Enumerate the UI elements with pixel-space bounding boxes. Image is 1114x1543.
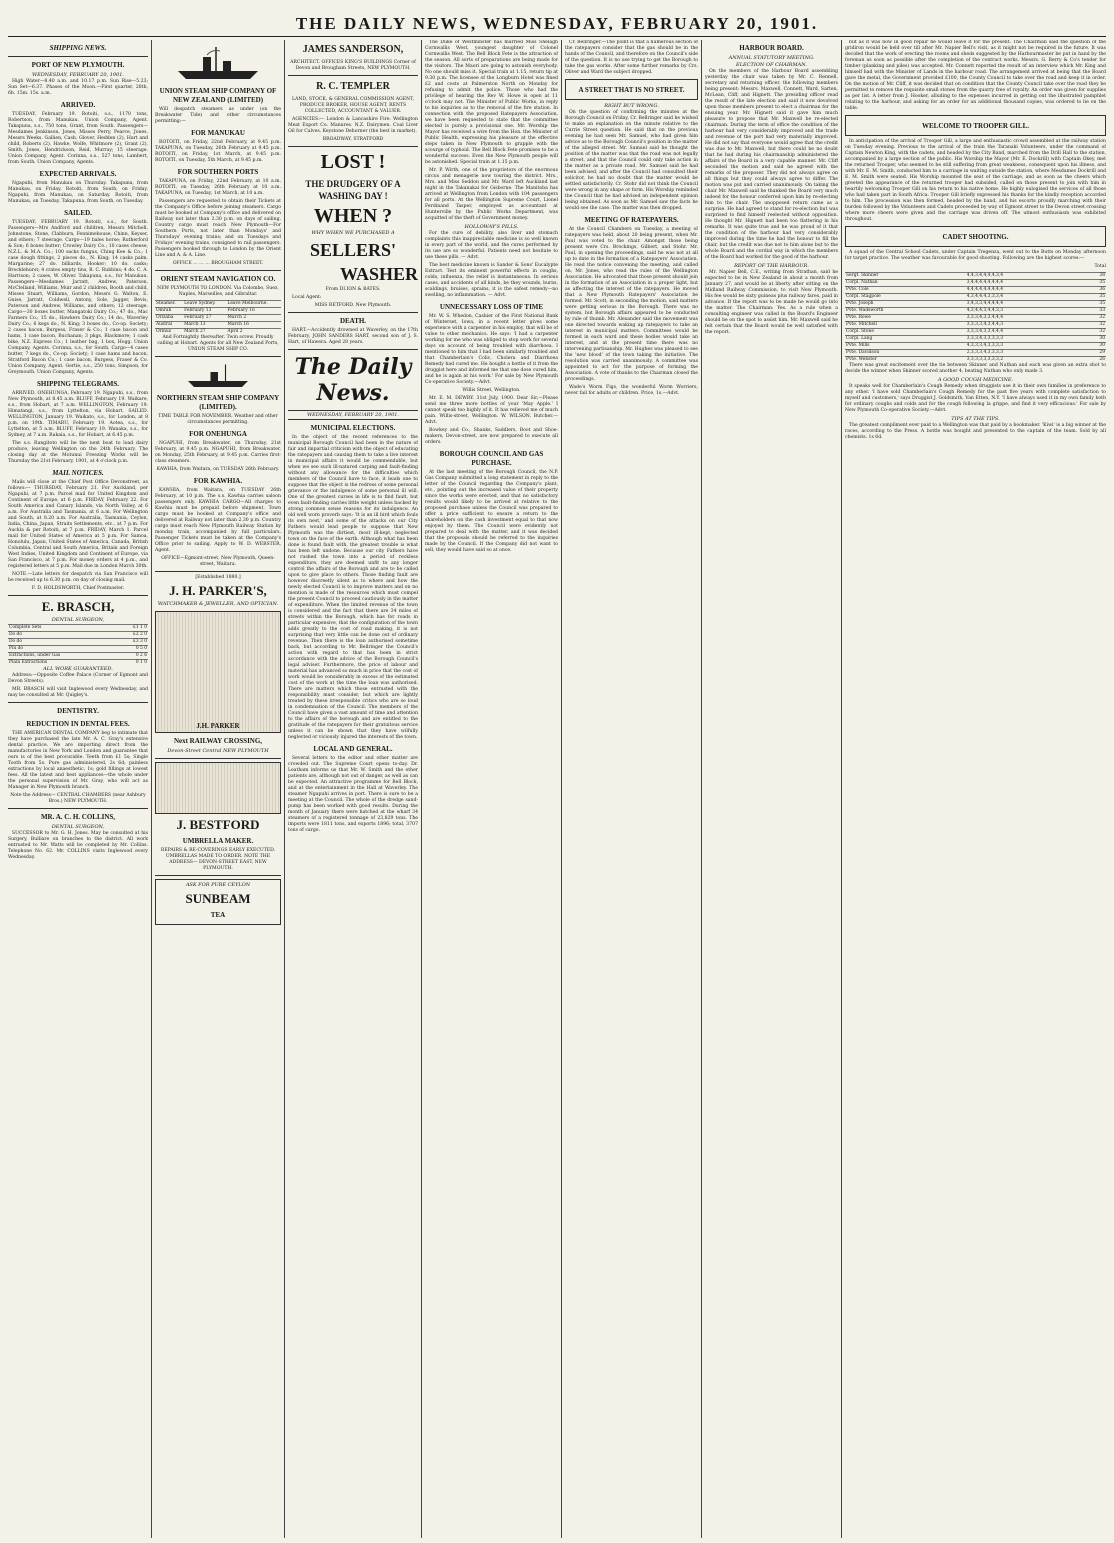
manukau-heading: FOR MANUKAU xyxy=(191,129,245,137)
table-row: Pin do 0 5 0 xyxy=(9,646,147,651)
sanderson-heading: JAMES SANDERSON, xyxy=(302,44,404,55)
column-5 xyxy=(565,40,698,1538)
telegrams-heading: SHIPPING TELEGRAMS. xyxy=(37,380,119,388)
sunbeam-tea: TEA xyxy=(210,911,226,919)
usco-notes: Passengers are requested to obtain their Tickets at the Company's Office before joining steamers. Cargo must be booked at Company's office and delivered on Railway not later than 2.30 p.m. on days of sailing. Country cargo must reach New Plymouth—For Southern Ports, not later than Mondays' and Thursdays' evening trains; and on Tuesdays and Fridays' evening trains, consigned to rail passengers. Passengers booked through to London by the Orient Line and A. & A. Line. xyxy=(155,199,281,258)
telegrams-text: ARRIVED. ONEHUNGA, February 19. Ngapuhi, s.s., from New Plymouth, at 8.45 a.m. BLUFF, February 19. Waikare, s.s., from Hobart, at 7 a.m. WELLINGTON, February 19. Himatangi, s.s., from Lyttelton, via Hobart. SAILED. WELLINGTON, January 19. Waikato, s.s., for London, at 8 p.m. on 19th. TIMARU, February 19. Aotea, s.s., for Lyttelton, at 5 a.m. BLUFF, February 19. Wanaka, s.s., for Sydney, at 7 a.m. Rakaia, s.s., for Hobart, at 6.45 p.m. xyxy=(8,391,148,438)
sellers-heading: SELLERS' xyxy=(309,240,397,260)
column-rule xyxy=(841,40,842,1538)
meeting-text: At the Council Chambers on Tuesday, a meeting of ratepayers was held, about 20 being present, when Mr. Paul was voted to the chair. Amongst those being present were Crs. Brockings, Gilbert, and Stohr. Mr. Paul, in opening the proceedings, said he was not at all up to date in the formation of a Ratepayers' Association. He read the notice convening the meeting, and called on, Mr. Jones, who read the rules of the Wellington Association. He advocated that those present should join in the formation of an Association in a proper light, but as affecting the interest of the ratepayers. He moved that a New Plymouth Ratepayers' Association be formed. Mr. Scott, in seconding the motion, said matters were getting serious in the Borough. There was no system, but Borough affairs appeared to be conducted by rule of thumb. Mr. Alexander said the movement was one directed towards waking up ratepayers to take an interest in municipal matters. Committees would be formed in each ward and these bodies would take an interest, and at the present time there was no intervening partisanship. Mr. Hughes was pleased to see the 'new blood' of the town taking the initiative. The resolution was carried unanimously. A committee was appointed to act for the purpose of forming the Association. A vote of thanks to the Chairman closed the proceedings. xyxy=(565,227,698,382)
when-heading: WHEN ? xyxy=(313,205,393,227)
local-agent: MISS RETFORD, New Plymouth. xyxy=(314,303,392,308)
collins-text: SUCCESSOR to Mr. G. H. Jones. May be consulted at his Surgery, Bulliare on branches to the district. All work entrusted to Mr. Watts will be completed by Mr. Collins. Telephone No. 62. Mr. COLLINS visits Inglewood every Wednesday. xyxy=(8,831,148,860)
brasch-title: E. BRASCH, xyxy=(41,599,115,614)
column-rule xyxy=(561,40,562,1538)
cadet-total-label: Total xyxy=(1094,264,1106,269)
cough-text: It speaks well for Chamberlain's Cough Remedy when druggists use it in their own families in preference to any other. 'I have sold Chamberlain's Cough Remedy for the past five years with complete satisfaction to myself and customers,' says Druggist J. Goldsmith, Van Etten, N.Y. 'I have always used it in my own family both for ordinary coughs and colds and for the cough following la grippe, and find it very efficacious.' For sale by New Plymouth Co-operative Society.—Advt. xyxy=(845,384,1106,413)
umbrella-illustration xyxy=(155,762,281,814)
parker-shop-illustration xyxy=(155,611,281,733)
kawhia-text: KAWHIA, from Waitara, on TUESDAY 26th February, at 10 p.m. The s.s. Kawhia carries saloon passengers only. KAWHIA CARGO—All charges to Kawhia must be prepaid before shipment. Town cargo must be booked at Company's office and delivered at Railway not later than 2.30 p.m. Country cargo must reach New Plymouth Railway Station by monday train, accompanied by full particulars. Passenger Tickets must be taken at the Company's Office prior to sailing. Apply to W. D. WEBSTER, Agent. xyxy=(155,488,281,553)
dental-guarantee: ALL WORK GUARANTEED. xyxy=(43,666,113,672)
sanderson-text: ARCHITECT. OFFICES KING'S BUILDINGS Corner of Devon and Brougham Streets, NEW PLYMOUTH. xyxy=(290,60,416,71)
south-text: TAKAPUNA, on Friday, 22nd February, at 10 a.m. ROTOITI, on Tuesday, 26th February at 10 a.m. TAKAPUNA, on Tuesday, 1st March, at 10 a.m. xyxy=(155,179,281,196)
kawhia-heading: FOR KAWHIA. xyxy=(193,477,243,485)
table-row: Pvte. Davidson 2,3,3,3,4,3,3,3,3 29 xyxy=(846,350,1105,355)
masthead-rule xyxy=(8,36,1106,37)
templer-text: LAND, STOCK, & GENERAL COMMISSION AGENT, PRODUCE BROKER, HOUSE AGENT, RENTS COLLECTED, ACCOUNTANT & VALUER. xyxy=(292,97,414,114)
expected-heading: EXPECTED ARRIVALS. xyxy=(39,170,117,178)
table-header: Steamer. Leave Sydney. Leave Melbourne. xyxy=(155,301,281,308)
column-2 xyxy=(155,40,281,1538)
report-heading: REPORT OF THE HARBOUR. xyxy=(734,263,809,269)
collins-heading: MR. A. C. H. COLLINS, xyxy=(40,813,116,821)
mail-text: Mails will close at the Chief Post Office Devonstreet, as follows:— THURSDAY, February 21. For Auckland, per Ngapuhi, at 7 p.m. Parcel mail for United Kingdom and Continent of Europe, at 6 p.m. FRIDAY, February 22. For South America and Canary Islands, via North Valley, at 6 a.m. For Australia and Tasmania, at 6 a.m. For Wellington and South, at 8.20 a.m. For Australia, Tasmania, Ceylon, India, China, Japan, Straits Settlements, etc., at 7 p.m. For Auckla & per Rotoiti, at 7 p.m. FRIDAY, March 1. Parcel mail for United States of America at 5 p.m. For Samoa, Honolulu, Japan, United States of America, Canada, British Columbia, Central and South America, Britain and Foreign West Indies, United Kingdom and Continent of Europe, via San Francisco, at 7 p.m. For money orders at 4 p.m., and registered letters at 5 p.m. Mail due in London March 30th. xyxy=(8,480,148,569)
usco-heading: UNION STEAM SHIP COMPANY OF NEW ZEALAND (LIMITED) xyxy=(159,87,277,104)
tides: High Water—8.40 a.m. and 10.17 p.m. Sun Rise—5.23; Sun Set—6.37. Phases of the Moon.—First quarter, 28th, 6h. 15m. 15s. a.m. xyxy=(8,79,148,96)
shipping-heading: SHIPPING NEWS. xyxy=(49,44,107,52)
table-row: Complete Sets £1 1 0 xyxy=(9,625,147,630)
reduction-heading: REDUCTION IN DENTAL FEES. xyxy=(26,720,130,728)
column-rule xyxy=(701,40,702,1538)
lost-heading: LOST ! xyxy=(320,151,386,173)
eucalypte-text: The best medicine known is Sander & Sons' Eucalypte Extract. Test its eminent powerful effects in coughs, colds, influenza, the relief is instantaneous. In serious cases, and accidents of all kinds, be they wounds, burns, scaldings, bruises, sprains, it is the safest remedy—no swelling, no inflammation. — Advt. xyxy=(425,263,558,298)
death-heading: DEATH. xyxy=(339,317,367,325)
report-text: Mr. Napier Bell, C.E., writing from Strathan, said he expected to be in New Zealand in about a month from January 27, and would be at liberty after sitting on the Midland Railway Commission, to visit New Plymouth. His fee would be sixty guineas plus railway fares, paid in advance. If the report was to be made he would go into the matter. The Chairman: Yes. As a rule when a consulting engineer was called in the Board's Engineer should be on the spot to assist him. Mr. Maxwell said he felt certain that the Board would be well satisfied with the report. xyxy=(705,270,838,335)
mail-note: NOTE.—Late letters for despatch via San Francisco will be received up to 6.30 p.m. on day of closing mail. xyxy=(8,572,148,583)
misc-news-2: Mr. P. Wirth, one of the proprietors of the enormous circus and menagerie now touring the district. Mrs., Mrs. and Miss Seddon and Mr. Ward left Auckland last night in the Takanakai for Gisborne. The Manitoba has arrived at Wellington from London with 104 passengers for all ports. At the Wellington Supreme Court, Lionel Ferdinand Tasper, employed as accountant at Hunterville by the Public Works Department, was acquitted of the theft of Government money. xyxy=(425,168,558,221)
table-row: Pvte. Cole 4,4,4,4,4,4,4,4,4 36 xyxy=(846,287,1105,292)
sunbeam-title: SUNBEAM xyxy=(185,891,251,906)
sailed-heading: SAILED. xyxy=(64,209,92,217)
table-row: Ormuz March 27 April 2 xyxy=(155,329,281,336)
table-row: Pvte. Mitchell 3,3,3,3,4,3,4,4,3 32 xyxy=(846,322,1105,327)
holloway-heading: HOLLOWAY'S PILLS. xyxy=(464,224,519,230)
established: [Established 1880.] xyxy=(195,575,241,580)
table-row: Pvte. Webster 3,3,3,3,3,3,3,3,2 26 xyxy=(846,357,1105,362)
dentistry-heading: DENTISTRY. xyxy=(57,707,99,715)
table-row: Pvte. Mills 4,3,3,3,4,3,3,3,3 30 xyxy=(846,343,1105,348)
cadet-scores-table xyxy=(845,272,1106,363)
bestford-heading: J. BESTFORD xyxy=(176,817,260,832)
local-agent-label: Local Agent: xyxy=(292,295,322,300)
parker-sub: WATCHMAKER & JEWELLER, AND OPTICIAN. xyxy=(157,601,279,607)
collins-sub: DENTAL SURGEON, xyxy=(51,824,105,830)
bellringer-text: Cr. Bellringer.—The point is that a numerous section of the ratepayers consider that the gas should be in the hands of the Council, and therefore on the Council's side of the question. It is no use trying to get the Borough to take the gas works. After some further remarks by Crs. Oliver and Ward the subject dropped. xyxy=(565,40,698,75)
port-date: WEDNESDAY, FEBRUARY 20, 1901. xyxy=(31,72,125,78)
bestford-sub: UMBRELLA MAKER. xyxy=(182,837,254,845)
onehunga-text: NGAPUHI, from Breakwater, on Thursday, 21st February, at 9.45 p.m. NGAPUHI, from Breakwater, on Monday, 25th February, at 9.45 p.m. Carries first-class steamers. xyxy=(155,441,281,464)
local-heading: LOCAL AND GENERAL. xyxy=(313,745,393,753)
steamship-icon xyxy=(155,43,281,83)
dairy-note: The s.s. Rangitoto will be the next boat to load dairy produce, leaving Wellington on the 24th February. The closing day at the Motunui Freezing Works will be Thursday the 21st February, 1901, at 4 o'clock p.m. xyxy=(8,441,148,464)
meeting-heading: MEETING OF RATEPAYERS. xyxy=(584,216,679,224)
nsc-sub: TIME TABLE FOR NOVEMBER. Weather and other circumstances permitting. xyxy=(158,414,278,425)
south-heading: FOR SOUTHERN PORTS xyxy=(177,168,259,176)
masthead xyxy=(0,0,1114,34)
orient-heading: ORIENT STEAM NAVIGATION CO. xyxy=(160,275,276,283)
municipal-heading: MUNICIPAL ELECTIONS. xyxy=(310,424,396,432)
tips-text: The greatest compliment ever paid to a Wellington was that paid by a bookmaker. 'Kiwi' is a big winner at the races, according to the Press. A bottle was bought and presented to the captain of the team. Sold by all chemists. 1s 6d. xyxy=(845,423,1106,440)
port-heading: PORT OF NEW PLYMOUTH. xyxy=(31,61,125,69)
table-row: Sergt. Skinner 4,4,3,4,4,4,4,3,4 38 xyxy=(846,273,1105,278)
newspaper-title: THE DAILY NEWS, WEDNESDAY, FEBRUARY 20, 1901. xyxy=(295,14,819,33)
kawhia-office: OFFICE—Egmont-street, New Plymouth, Queen-street, Waitara. xyxy=(161,556,275,567)
street-text: On the question of confirming the minutes at the Borough Council on Friday, Cr. Bellringer said he wished to make an explanation on the minute relative to the Currie Street question. He said that on the previous evening he had seen Mr. Samuel, who had given him advice as to the Borough Council's position in the matter of the alleged street. Mr. Samuel said he thought the position of the matter was that the road was not legally a street, and that the Council could only take action in the matter as a private road. Mr. Samuel said he had been advised, and after the Council had consulted their solicitor, he had no doubt that the matter would be settled satisfactorily. Cr. Stohr did not think the Council were wrong in any shape or form. His Worship reminded the Council that he had advised an independent opinion being obtained. As soon as Mr. Samuel saw the facts he would see the case. The matter was then dropped. xyxy=(565,110,698,211)
table-row: Extractions, under Gas 0 2 6 xyxy=(9,653,147,658)
orient-sub: NEW PLYMOUTH TO LONDON. Via Colombo, Suez, Naples, Marseilles, and Gibraltar. xyxy=(157,286,279,297)
orient-table xyxy=(155,300,281,335)
column-1 xyxy=(8,40,148,1538)
cadet-heading: CADET SHOOTING. xyxy=(942,233,1009,241)
table-row: Pvte. Joseph 3,4,3,3,4,4,4,4,4 35 xyxy=(846,301,1105,306)
death-notice: HART.—Accidently drowned at Waverley, on the 17th February, JOHN SANDERS HART, second son of J. S. Hart, of Hawera. Aged 28 years. xyxy=(288,328,418,345)
nsc-heading: NORTHERN STEAM SHIP COMPANY (LIMITED). xyxy=(156,394,280,411)
column-6 xyxy=(705,40,838,1538)
table-row: Pvte. Wadsworth 4,3,4,4,3,4,4,3,3 33 xyxy=(846,308,1105,313)
expected-text: Ngapuhi, from Manukau on Thursday. Takapuna, from Manukau, on Friday. Rotoiti, from South, on Friday. Ngapuhi, from Manukau, on Saturday. Rotoiti, from Manukau, on Tuesday. Takapuna, from South, on Tuesday. xyxy=(8,181,148,204)
sunbeam-note: ASK FOR PURE CEYLON xyxy=(185,882,251,888)
templer-heading: R. C. TEMPLER xyxy=(316,81,390,92)
gill-heading: WELCOME TO TROOPER GILL. xyxy=(922,122,1029,130)
washer-heading: WASHER xyxy=(339,264,418,284)
gill-heading-box xyxy=(845,115,1106,136)
gill-text: In anticipation of the arrival of Trooper Gill, a large and enthusiastic crowd assembled at the railway station on Tuesday evening. Previous to the arrival of the train the Taranaki Volunteers, under the command of Captain Newton King, with the cadets, and headed by the City Band, marched from the Drill Hall to the station, accompanied by a large section of the public. His Worship the Mayor (Mr. E. Dockrill) with Captain Okey, met the returned Trooper, who seemed to be still suffering from great weakness, consequent upon his illness, and with Mr. E. M. Smith, conducted him to a carriage in waiting outside the station, where Mesdames Dockrill and E. M. Smith were seated. His Worship mounted the seat of the carriage, and as soon as the cheers which greeted the appearance of the returned trooper had subsided, called on those present to join with him in heartily welcoming Trooper Gill on his return to his native home. He highly eulogised the services of all those who had taken part in South Africa. Trooper Gill briefly expressed his thanks for the kindly reception accorded to him. The procession was then formed, headed by the band, and his escorts proudly marching with their burden followed by the Volunteers and Cadets proceeded by way of Egmont street to the Devon street crossing where more cheers were given and the carriage was driven off. The utmost enthusiasm was exhibited throughout. xyxy=(845,139,1106,222)
manukau-text: ROTOITI, on Friday, 22nd February, at 9.45 p.m. TAKAPUNA, on Tuesday, 26th February at 9.45 p.m. ROTOITI, on Friday, 1st March, at 9.45 p.m. ROTOITI, on Tuesday, 5th March, at 9.45 p.m. xyxy=(155,140,281,163)
parker-shop-sign: J.H. PARKER xyxy=(196,722,240,730)
table-row: Do do £3 3 0 xyxy=(9,639,147,644)
usco-intro: Will despatch steamers as under (on the Breakwater Tide) and other circumstances permitting:— xyxy=(155,107,281,124)
table-row: Corpl. Lang 3,3,3,4,3,3,3,3,3 30 xyxy=(846,336,1105,341)
kawhia-departure: KAWHIA, from Waitara, on TUESDAY 26th February. xyxy=(156,467,280,472)
paper-dateline: WEDNESDAY, FEBRUARY 20, 1901. xyxy=(288,410,418,420)
arrived-text: TUESDAY, February 19. Rotoiti, s.s., 1170 tons, Robertson, from Manukau. Union Company, Agent. Takapuna, s.s., 750 tons, Grant, from South. Passengers—Mesdames Jenkinson, Jones, Misses Perry, Pearce, Jones, Messrs Weeks, Gallien, Cash, Glover, Hedden (2), Hart and child, Roberts (2), Hawke, Wolfe, Whitmore (2), Grant (2), Smith, Jones, Hendrickson, Reid, Murray; 15 steerage. Union Company, Agent. Corinna, s.s., 527 tons, Lambert, from South. Union Company, Agents. xyxy=(8,112,148,165)
templer-address: BROADWAY, STRATFORD xyxy=(322,137,384,142)
letter-text: Mr. E. M. DEWRY. 31st July, 1900. Dear Sir,—Please send me three more bottles of your 'May Apple.' I cannot speak too highly of it. It has relieved me of much pain. Willis-street, Wellington. W. WILSON, Butcher.—Advt. xyxy=(425,396,558,425)
table-row: Omrah February 13 February 16 xyxy=(155,308,281,315)
dental-price-table xyxy=(8,624,148,666)
letter-address: Willis Street, Wellington. xyxy=(462,388,521,393)
table-row: Corpl. Nathan 3,4,4,4,4,4,4,4,4 35 xyxy=(846,280,1105,285)
usco-office: OFFICE … … … BROUGHAM STREET. xyxy=(172,261,264,266)
table-row: Corpl. Stone 3,3,3,4,3,3,4,4,4 32 xyxy=(846,329,1105,334)
washer-from: From DI.ION & BATES. xyxy=(325,287,381,292)
railway-heading: Next RAILWAY CROSSING, xyxy=(173,737,263,745)
column-4 xyxy=(425,40,558,1538)
steamship-icon xyxy=(155,360,281,390)
table-row: Austral March 13 March 16 xyxy=(155,322,281,329)
table-row: Pvte. Rowe 3,3,3,4,3,3,4,4,4 32 xyxy=(846,315,1105,320)
american-dental-address: Note the Address— CENTRAL CHAMBERS (near Ashbury Bros.) NEW PLYMOUTH. xyxy=(10,793,146,804)
orient-note: And Fortnightly thereafter. Twin screw. Proudly calling at Hobart. Agents for all New Zealand Ports, UNION STEAM SHIP CO. xyxy=(157,335,279,352)
drudgery-text: THE DRUDGERY OF A WASHING DAY ! xyxy=(305,179,401,201)
local-text: Several letters to the editor and other matter are crowded out. The Supreme Court opens to-day. Dr. Leatham informs us that Mr. W. Smith and the other patients are, although not out of danger, as well as can be expected. An attractive programme for Bell Block, and at the entertainment in the Hall at Waverley. The steamer Ngapuhi arrives in port. There is sure to be a meeting at the Council. The whole of the dredge sand-pump has been worked with good results. During the month of January there were hatched at the wharf 34 steamers of a registered tonnage of 23,829 tons. The imports were 1811 tons, and exports 1896; total, 3707 tons of cargo. xyxy=(288,756,418,833)
arrived-heading: ARRIVED. xyxy=(60,101,96,109)
table-row: Orizaba February 27 March 2 xyxy=(155,315,281,322)
sailed-text: TUESDAY, FEBRUARY 19. Rotoiti, s.s., for South. Passengers—Mrs Andford and children, Messrs Mitchell, Johnstone, Stone, Clabburn, Fennimehouse, Chinn, Keyser, and others; 7 steerage. Cargo—19 bales horse; Rutherford & Son; 6 boxes butter; Crowley Dairy Co.; 10 cases cheese, N.Z.L. & M.A. Co.; 100 sacks fungus, Ching Kee & Co.; 1 case dough fittings, 2 pieces do., N. King; 14 casks palm, Margarine; 27 do. billiards, Hooker; 10 do. casks; Brocklehurst; 4 crates empty tins, B. C. Rubbins; 4 do. C. A. Harrison; 2 cases, W. Oliver. Takapuna, s.s., for Manukau. Passengers—Mesdames Jarratt, Andrew, Paterson, McClelland, Williams, Muir and 2 children, Booth and child, Misses Stuart, Williams, Gordon, Messrs G. Walton, E. Guise, Jarratt, Coldwell, Antony, Sole, Jagger, Bevis, Paterson and Andrew, Williams, and others; 12 steerage. Cargo—30 boxes butter, Mangatoki Dairy Co.; 47 do., Mac Farmers Co.; 15 do., Hawkers Dairy Co.; 14 do., Waverley Dairy Co.; 6 kegs do., N. King; 3 boxes do., Co-op. Society; 2 cases bacon, Burgess, Fraser & Co.; 1 case bacon and hams, 1 case bacon, Buchanan; 3 pkgs, Blackmore; 1 cask bike, N.Z. Express Co.; 1 leather bag, 1 box, Hogg. Union Company, Agents. Corinna, s.s., for South. Cargo—4 cases butter, 7 kegs do., Co-op. Society; 1 case hams and bacon, Stratford Bacon Co.; 1 case bacon, Burgess, Fraser & Co. Union Company, Agent. Gertie, s.s., 250 tons, Simpson, for Greymouth. Union Company, Agents. xyxy=(8,220,148,375)
bowkey-text: Bowkey and Co., Shanks, Saddlers, Boot and Shoe-makers, Devon-street, are now prepared to execute all orders. xyxy=(425,428,558,445)
postmaster: F. D. HOLDSWORTH, Chief Postmaster. xyxy=(31,586,125,591)
brasch-sub: DENTAL SURGEON, xyxy=(51,617,105,623)
cough-heading: A GOOD COUGH MEDICINE. xyxy=(937,377,1014,383)
paper-title: The Daily News. xyxy=(294,354,412,406)
table-row: Corpl. Stagpole 4,3,4,4,4,3,3,3,4 35 xyxy=(846,294,1105,299)
cadet-note: There was great excitement over the tie between Skinner and Nathan and each was given an extra shot to decide the winner when Skinner scored another 4, beating Nathan who only made 3. xyxy=(845,363,1106,374)
worm-text: Wade's Worm Figs, the wonderful Worm Worriers, never fail for adults or children. Price, 1s.—Advt. xyxy=(565,385,698,396)
templer-agencies: AGENCIES:— London & Lancashire Fire. Wellington Meat Export Co. Manures. N.Z. Dairymen. Coal Liver Oil for Calves. Keystone Dehorner (the best in market). xyxy=(288,117,418,134)
column-3 xyxy=(288,40,418,1538)
column-rule xyxy=(151,40,152,1538)
column-rule xyxy=(284,40,285,1538)
parker-heading: J. H. PARKER'S, xyxy=(169,583,267,598)
column-rule xyxy=(421,40,422,1538)
municipal-text: In the object of the recent references to the municipal Borough Council had been in the nature of fair and impartial criticism with the object of educating the ratepayers and causing them to take a live interest in municipal affairs it would be commendable, but when we see such ill-natured carping and fault-finding without any allowance for the difficulties which members of the Council have to face, it leads one to suppose that the object is the redress of some personal grievance or the indulgence of some personal ill will. One of the greatest curses in life is to find fault, but even fault-finding carries little weight unless backed by strong common sense reasons for its indulgence. An old well worn proverb says: 'It is an ill bird which fouls its own nest,' and some of the attacks on our City Fathers would lead people to suppose that New Plymouth was the dirtiest, most ill-kept, neglected town on the face of the earth. Although what has been done is found fault with, the greatest trouble is what has been left undone. Because our city Fathers have not rushed the town into a period of reckless expenditure, they are deemed unfit to any longer control the affairs of the Borough and are to be called upon to give place to others. Those finding fault are however discreetly silent as to where and how the newly elected Council is to improve matters and on no mention is made of the resources which must compel the present Council to proceed cautiously in the matter of expenditure. When the limited revenue of the town is considered and the fact that there are 34 miles of streets within the Borough, which has for roads in particular expensive, that the configuration of the town adds greatly to the cost of road making, it is not surprising that very little can be done out of ordinary revenue. Then there is the loan authorised sometime back, but according to Mr. Bellringer the Council's action with regard to that has been in strict accordance with the advice of the Borough Council's legal adviser. Furthermore, the price of labour and material has advanced so much in price that the cost of work would be considerably in excess of the estimated cost of the work at the time the loan was authorised. There are matters which those entrusted with the responsibility must consider, but which are lightly treated by these irresponsible critics who are so loud in condemnation of the Council. The members of the Council have given a vast amount of time and attention to the affairs of the borough and are entitled to the gratitude of the ratepayers for their gratuitous service unless it can be shown that they have wilfully neglected or viciously injured the interests of the town. xyxy=(288,435,418,740)
misc-news-1: The Duke of Westminster has married Miss Shelagh Cornwallis West, youngest daughter of Colonel Cornwallis West. The Bell Block Fete is the attraction of the season. All sorts of preparations are being made for the visitors. The Maori are going to astonish everybody. No one should miss it. Special train at 1.15, return tip at 9.30 p.m. The licensee of the Longburn Hotel was fined £2 and costs at Palmerston North on Monday for refusing to admit the police. Those who had the privilege of hearing the Rev W. Howe is open at 11 o'clock may not. The Minister of Public Works, in reply to his inquiries as to the removal of the fire station. In connection with the proposed Ratepayers Association, we have been requested to state that the committee elected is purely a provisional one. Mr. Worship the Mayor has received a wire from the Hon. the Minister of Public Health, expressing his pleasure at the effective steps taken in New Plymouth to grapple with the scourge of typhoid. The Bell Block Fete promises to be a wonderful success. Even the New Plymouth people will be astonished. Special train at 1.15 p.m. xyxy=(425,40,558,165)
tips-heading: TIPS AT THE TIPS. xyxy=(951,416,1000,422)
harbour-sub2: ELECTION OF CHAIRMAN. xyxy=(736,62,807,68)
harbour-continued: but as it was now in good repair he would leave it for the present. The Chairman said the question of the gridiron would be held over till after Mr. Napier Bell's visit, as it might not be required in the future. It was decided that the work of erecting the rooms and sheds suggested by the Harbourmaster be put in hand by the foreman as soon as possible after the completion of the contract works. Messrs. G. Berry & Co's tender for timber (planking and piles) was accepted. Mr. Connett reported the result of an interview which Mr. King and himself had with the Minister of Lands in the harbour road. The arrangement arrived at being that the Board gave the metal, the Government provided £100, the County Council to take over the road and keep it in order. On the motion of Mr. Cliff, it was decided that on condition that the County Council take over the road they be permitted to remove the requisite small stones from the quarry free of royalty. An order was given for supplies as per list. A letter from J. Hooker, alluding to the expenses incurred in getting out the illustrated pamphlet relating to the harbour, and asking for an order for an additional thousand copies, was ordered to lie on the table. xyxy=(845,40,1106,111)
street-heading: A STREET THAT IS NO STREET. xyxy=(578,86,685,94)
sunbeam-tea-ad xyxy=(155,879,281,925)
borough-text: At the last meeting of the Borough Council, the N.P. Gas Company submitted a long statement in reply to the letter of the Council regarding the Company's plant, etc., pointing out the increased value of their property since the works were erected, and that no satisfactory results would likely to be arrived at relative to the proposed purchase unless the Council was prepared to offer a price sufficient to ensure a return to the shareholders on the cash investment equal to that now enjoyed by them. The Council were evidently not prepared to deal with the matter, and it was decided that the proposals should be referred to the inquiries made by the Council. If the Company did not want to sell, they would have said so at once. xyxy=(425,470,558,553)
mail-heading: MAIL NOTICES. xyxy=(52,469,104,477)
onehunga-heading: FOR ONEHUNGA xyxy=(189,430,247,438)
american-dental-text: THE AMERICAN DENTAL COMPANY beg to intimate that they have purchased the late Mr. A. C. Gray's extensive dental practice. We are importing direct from the manufactories in New York and London and guarantee that ours is of the best procurable. Teeth from £1 5s; Single Tooth from 5s. Pure gas administered, 2s 6d; painless extractions by local anaesthetic, 1s; gold fillings at lowest fees. All the latest and best appliances—the whole under the personal supervision of Mr. Gray, who will act as Manager in New Plymouth branch. xyxy=(8,731,148,790)
dental-note: MR. BRASCH will visit Inglewood every Wednesday, and may be consulted at Mr. Quigley's. xyxy=(8,687,148,698)
harbour-text: On the members of the Harbour Board assembling yesterday the chair was taken by Mr. C. Rennell, secretary and returning officer, the following members being present: Messrs. Maxwell, Connett, Ward, Sarten, McLean, Cliff, and Hignett. The presiding officer read the result of the late election and said it now devolved upon those members present to elect a chairman for the ensuing year. Mr. Hignett said it gave him much pleasure to propose that Mr. Maxwell be re-elected chairman. During the term of office the condition of the harbour had very considerably improved and the trade and revenue of the port had very materially improved. He did not say that everyone would agree that the credit was due to Mr. Maxwell, but there could be no doubt that he had during his chairmanship administered the affairs of the Board in a very capable manner. Mr. Cliff seconded the motion and said he agreed with the remarks of the proposer. They did not always agree on all things but they could always agree to differ. The motion was put and carried unanimously. On taking the chair Mr. Maxwell said he thanked the Board very much indeed for the honour conferred upon him by re-electing him to the chair. The unopposed return came as a surprise. He had agreed to stand for re-election but was surprised to find himself reelected without opposition. He thought Mr. Hignett had been too flattering in his remarks. It was quite true and he was proud of it that the condition of the harbour had very considerably improved during the time he had the honour to fill the chair, but the credit was due not to him alone but to the whole Board and the cordial way in which the members of the Board had worked for the good of the harbour. xyxy=(705,69,838,260)
holloway-text: For the cure of debility, also liver and stomach complaints this inappreciable medicine is so well known in every part of the world, and the cures performed by its use are so wonderful. Patients need not hesitate to use these pills. — Advt. xyxy=(425,231,558,260)
harbour-heading: HARBOUR BOARD. xyxy=(739,44,804,52)
harbour-sub: ANNUAL STATUTORY MEETING. xyxy=(728,55,815,61)
unnecessary-text: Mr. W. S. Whedon, Cashier of the First National Bank of Winterset, Iowa, in a recent letter gives some experience with a carpenter in his employ, that will be of value to other mechanics. He says: 'I had a carpenter working for me who was obliged to stop work for several days on account of being troubled with diarrhoea. I mentioned to him that I had been similarly troubled and that Chamberlain's Colic, Cholera and Diarrhoea Remedy had cured me. He bought a bottle of it from the druggist here and informed me that one dose cured him, and he is again at his work.' For sale by New Plymouth Co-operative Society.—Advt. xyxy=(425,314,558,385)
column-7 xyxy=(845,40,1106,1538)
street-sub: RIGHT BUT WRONG. xyxy=(604,103,659,109)
railway-sub: Devon-Street Central NEW PLYMOUTH xyxy=(167,748,269,754)
cadet-text: A squad of the Central School Cadets, under Captain Tregenza, went out to the Butts on Monday afternoon for target practice. The weather was favourable for good shooting. Following are the highest scores:— xyxy=(845,250,1106,261)
dental-address: Address:—Opposite Coffee Palace (Corner of Egmont and Devon Streets). xyxy=(8,673,148,684)
borough-heading: BOROUGH COUNCIL AND GAS PURCHASE. xyxy=(439,450,544,467)
bestford-text: REPAIRS & RE-COVERINGS EARLY EXECUTED. UMBRELLAS MADE TO ORDER. NOTE THE ADDRESS— DEVON-STREET EAST, NEW PLYMOUTH. xyxy=(160,848,276,871)
when-sub: WHY WHEN WE PURCHASED A xyxy=(311,230,395,236)
table-row: Do do £2 2 0 xyxy=(9,632,147,637)
table-row: Plain Extractions 0 1 0 xyxy=(9,660,147,665)
street-heading-box xyxy=(565,79,698,100)
cadet-heading-box xyxy=(845,226,1106,247)
unnecessary-heading: UNNECESSARY LOSS OF TIME xyxy=(439,303,544,311)
